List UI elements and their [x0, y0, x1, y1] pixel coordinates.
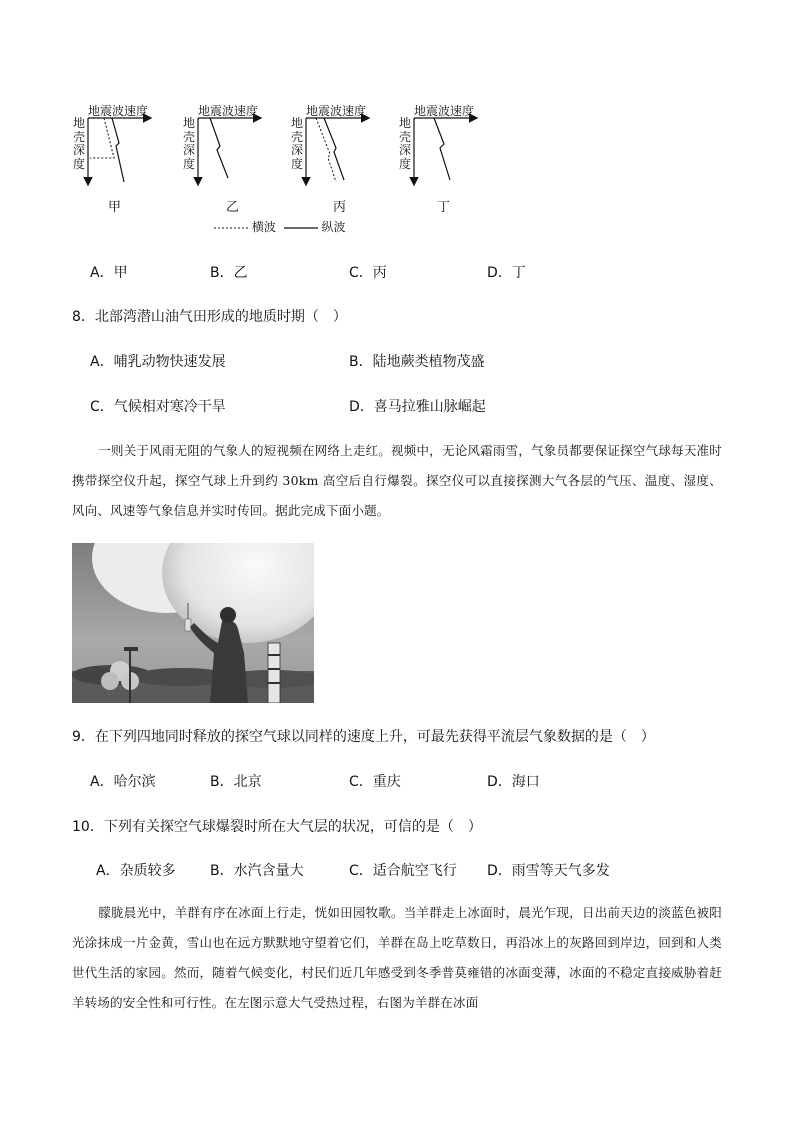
balloon-photo-image	[72, 543, 314, 703]
axis-x-label: 地震波速度	[414, 104, 475, 118]
q8-option-d[interactable]: D．喜马拉雅山脉崛起	[349, 399, 486, 415]
q10-option-c[interactable]: C．适合航空飞行	[349, 863, 457, 879]
q8-stem: 8．北部湾潜山油气田形成的地质时期（ ）	[72, 309, 347, 325]
q7-option-b[interactable]: B．乙	[210, 265, 248, 281]
q10-option-b[interactable]: B．水汽含量大	[210, 863, 304, 879]
diagram-jia	[72, 96, 182, 192]
diagram-name-yi: 乙	[226, 200, 240, 215]
diagram-name-bing: 丙	[333, 200, 347, 215]
q7-option-a[interactable]: A．甲	[90, 265, 128, 281]
axis-x-label: 地震波速度	[88, 104, 149, 118]
q9-option-b[interactable]: B．北京	[210, 774, 262, 790]
q10-option-a[interactable]: A．杂质较多	[96, 863, 176, 879]
diagram-ding	[398, 96, 508, 192]
q9-option-a[interactable]: A．哈尔滨	[90, 774, 156, 790]
q9-option-c[interactable]: C．重庆	[349, 774, 401, 790]
axis-x-label: 地震波速度	[198, 104, 259, 118]
q9-option-d[interactable]: D．海口	[487, 774, 540, 790]
diagram-yi	[182, 96, 292, 192]
q10-option-d[interactable]: D．雨雪等天气多发	[487, 863, 610, 879]
q10-stem: 10．下列有关探空气球爆裂时所在大气层的状况，可信的是（ ）	[72, 819, 482, 835]
axis-y-label: 地 壳 深 度	[72, 116, 85, 171]
weather-balloon-photo	[72, 543, 314, 703]
dashed-line-swatch	[214, 223, 248, 233]
q8-option-a[interactable]: A．哺乳动物快速发展	[90, 354, 226, 370]
q7-option-c[interactable]: C．丙	[349, 265, 387, 281]
diagram-legend	[214, 218, 346, 235]
axis-x-label: 地震波速度	[306, 104, 367, 118]
axis-y-label: 地 壳 深 度	[398, 116, 411, 171]
solid-line-swatch	[284, 223, 318, 233]
q8-option-b[interactable]: B．陆地蕨类植物茂盛	[349, 354, 485, 370]
diagram-name-ding: 丁	[437, 200, 451, 215]
q9-stem: 9．在下列四地同时释放的探空气球以同样的速度上升，可最先获得平流层气象数据的是（ ）	[72, 729, 655, 745]
legend-longitudinal: 纵波	[321, 220, 346, 234]
legend-transverse: 横波	[251, 220, 276, 234]
passage-balloon: 一则关于风雨无阻的气象人的短视频在网络上走红。视频中，无论风霜雨雪，气象员都要保证探空气球每天准时携带探空仪升起，探空气球上升到约 30km 高空后自行爆裂。探空仪可以直接探测大气各层的气压、温度、湿度、风向、风速等气象信息并实时传回。据此完成下面小题。	[72, 443, 722, 518]
axis-y-label: 地 壳 深 度	[290, 116, 303, 171]
q8-option-c[interactable]: C．气候相对寒冷干旱	[90, 399, 226, 415]
q7-option-d[interactable]: D．丁	[487, 265, 526, 281]
diagram-name-jia: 甲	[108, 200, 122, 215]
axis-y-label: 地 壳 深 度	[182, 116, 195, 171]
passage-sheep: 朦胧晨光中，羊群有序在冰面上行走，恍如田园牧歌。当羊群走上冰面时，晨光乍现，日出前天边的淡蓝色被阳光涂抹成一片金黄，雪山也在远方默默地守望着它们，羊群在岛上吃草数日，再沿冰上的灰路回到岸边，回到和人类世代生活的家园。然而，随着气候变化，村民们近几年感受到冬季普莫雍错的冰面变薄，冰面的不稳定直接威胁着赶羊转场的安全性和可行性。在左图示意大气受热过程，右图为羊群在冰面	[72, 905, 722, 1010]
diagram-bing	[290, 96, 400, 192]
